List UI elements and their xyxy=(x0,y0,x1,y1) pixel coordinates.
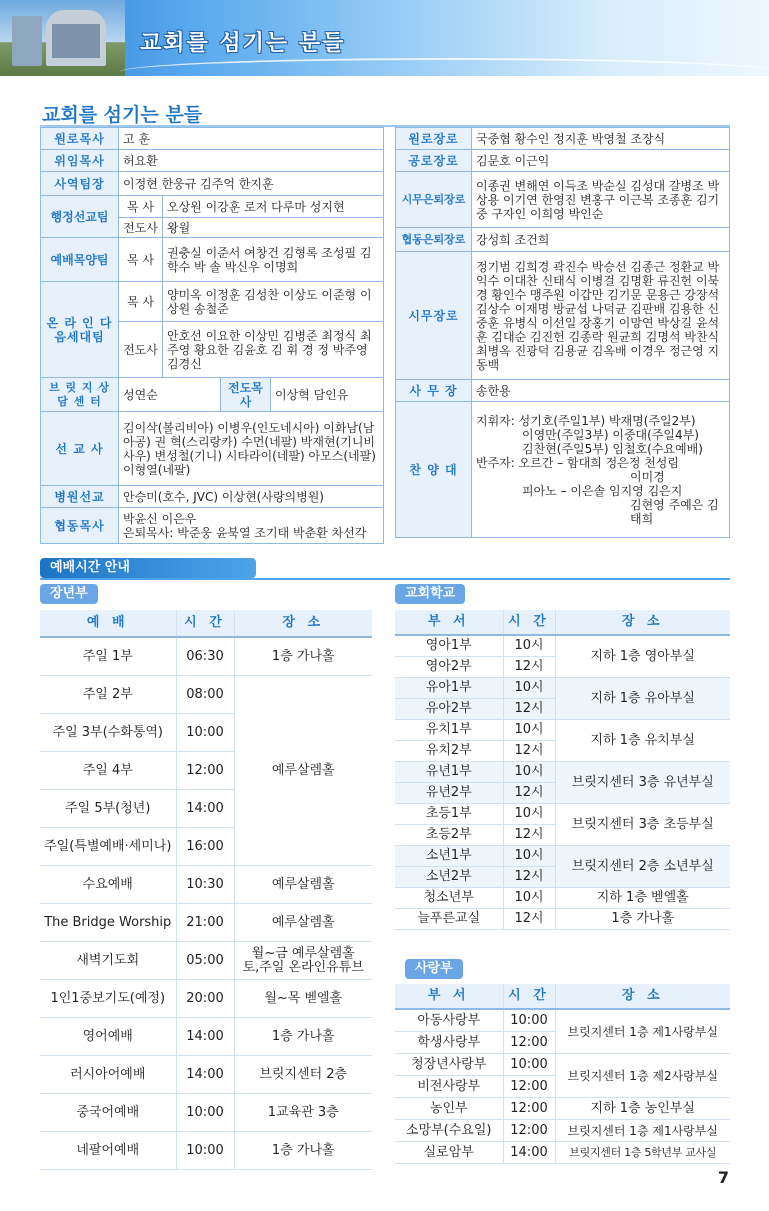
choir-details xyxy=(472,402,730,538)
row-value: 김이삭(볼리비아) 이병우(인도네시아) 이화남(남아공) 권 혁(스리랑카) 수먼(네팔) 박재현(기니비사우) 변성철(기니) 시타라이(네팔) 아모스(네팔) 이형열(네팔) xyxy=(119,412,384,486)
staff-table-left xyxy=(40,127,384,544)
dept-place: 지하 1층 영아부실 xyxy=(555,635,730,678)
service-time: 16:00 xyxy=(176,828,234,866)
row-value: 김문호 이근익 xyxy=(472,150,730,172)
love-dept-table xyxy=(395,984,730,1164)
dept-place: 지하 1층 벧엘홀 xyxy=(555,888,730,909)
service-place: 예루살렘홀 xyxy=(234,904,372,942)
service-name: 영어예배 xyxy=(40,1018,176,1056)
worship-section-tab: 예배시간 안내 xyxy=(40,558,256,578)
value-line: 박윤신 이은우 xyxy=(123,511,197,526)
service-time: 10:00 xyxy=(176,714,234,752)
service-time: 06:30 xyxy=(176,637,234,676)
service-name: 수요예배 xyxy=(40,866,176,904)
dept-time: 12시 xyxy=(503,741,555,762)
column-header: 부 서 xyxy=(395,984,503,1009)
dept-name: 유아2부 xyxy=(395,699,503,720)
sub-header: 전도사 xyxy=(119,218,163,238)
dept-time: 10시 xyxy=(503,804,555,825)
adult-tag: 장년부 xyxy=(40,584,98,604)
choir-line: 피아노 – 이은솔 임지영 김은지 xyxy=(522,483,683,498)
service-name: 주일 3부(수화통역) xyxy=(40,714,176,752)
sub-header: 목 사 xyxy=(119,282,163,322)
choir-line: 지휘자: 성기호(주일1부) 박재명(주일2부) xyxy=(476,413,696,428)
decorative-sweep xyxy=(120,58,769,76)
row-value: 왕월 xyxy=(163,218,384,238)
column-header: 장 소 xyxy=(555,610,730,635)
row-header: 선 교 사 xyxy=(41,412,119,486)
choir-line: 이영만(주일3부) 이중대(주일4부) xyxy=(522,427,699,442)
service-place: 1층 가나홀 xyxy=(234,637,372,676)
service-time: 08:00 xyxy=(176,676,234,714)
service-place: 월~목 벧엘홀 xyxy=(234,980,372,1018)
row-header: 온 라 인 다음세대팀 xyxy=(41,282,119,378)
section-title: 교회를 섬기는 분들 xyxy=(42,104,203,126)
service-name: 주일(특별예배·세미나) xyxy=(40,828,176,866)
dept-time: 12시 xyxy=(503,699,555,720)
row-value: 이상혁 담인유 xyxy=(271,378,384,412)
dept-name: 청장년사랑부 xyxy=(395,1054,503,1076)
dept-name: 농인부 xyxy=(395,1098,503,1120)
service-place: 1층 가나홀 xyxy=(234,1132,372,1170)
row-header: 브 릿 지 상 담 센 터 xyxy=(41,378,119,412)
value-line: 은퇴목사: 박준웅 윤북열 조기태 박춘환 차선각 xyxy=(123,525,367,540)
row-header: 사 무 장 xyxy=(396,380,472,402)
row-header: 공로장로 xyxy=(396,150,472,172)
service-name: 새벽기도회 xyxy=(40,942,176,980)
service-time: 12:00 xyxy=(176,752,234,790)
dept-name: 초등2부 xyxy=(395,825,503,846)
row-header: 원로목사 xyxy=(41,128,119,150)
row-value: 국중협 황수인 정지훈 박영철 조장식 xyxy=(472,128,730,150)
row-value: 이종권 변해연 이득조 박순실 김성대 갈병조 박상용 이기연 한영진 변홍구 이근복 조종훈 김기중 구자인 이희영 박인순 xyxy=(472,172,730,228)
service-place: 브릿지센터 2층 xyxy=(234,1056,372,1094)
row-header: 시무장로 xyxy=(396,252,472,380)
dept-time: 12:00 xyxy=(503,1120,555,1142)
church-photo xyxy=(0,0,125,76)
dept-name: 유아1부 xyxy=(395,678,503,699)
row-header: 예배목양팀 xyxy=(41,238,119,282)
column-header: 장 소 xyxy=(234,610,372,637)
service-time: 14:00 xyxy=(176,790,234,828)
dept-name: 초등1부 xyxy=(395,804,503,825)
dept-time: 10시 xyxy=(503,846,555,867)
dept-place: 지하 1층 유치부실 xyxy=(555,720,730,762)
dept-name: 학생사랑부 xyxy=(395,1032,503,1054)
row-header: 원로장로 xyxy=(396,128,472,150)
dept-name: 비전사랑부 xyxy=(395,1076,503,1098)
dept-time: 12:00 xyxy=(503,1076,555,1098)
love-tag: 사랑부 xyxy=(405,959,463,979)
dept-time: 12시 xyxy=(503,867,555,888)
dept-place: 브릿지센터 1층 5학년부 교사실 xyxy=(555,1142,730,1164)
dept-name: 유년1부 xyxy=(395,762,503,783)
row-value: 이정현 한웅규 김주억 한지훈 xyxy=(119,172,384,196)
page-number: 7 xyxy=(717,1168,729,1187)
dept-place: 지하 1층 농인부실 xyxy=(555,1098,730,1120)
dept-name: 유년2부 xyxy=(395,783,503,804)
dept-time: 10시 xyxy=(503,678,555,699)
service-name: 주일 4부 xyxy=(40,752,176,790)
row-header: 위임목사 xyxy=(41,150,119,172)
row-value: 송한용 xyxy=(472,380,730,402)
service-name: The Bridge Worship xyxy=(40,904,176,942)
sub-header: 목 사 xyxy=(119,238,163,282)
service-place: 예루살렘홀 xyxy=(234,866,372,904)
row-header: 사역팀장 xyxy=(41,172,119,196)
school-schedule-table xyxy=(395,610,730,930)
dept-time: 10시 xyxy=(503,888,555,909)
dept-name: 실로암부 xyxy=(395,1142,503,1164)
service-name: 러시아어예배 xyxy=(40,1056,176,1094)
row-header: 찬 양 대 xyxy=(396,402,472,538)
dept-place: 브릿지센터 2층 소년부실 xyxy=(555,846,730,888)
row-value: 안호선 이요한 이상민 김병준 최정식 최주영 황요한 김윤호 김 휘 경 정 박주영 김경신 xyxy=(163,322,384,378)
dept-time: 12:00 xyxy=(503,1032,555,1054)
column-header: 시 간 xyxy=(176,610,234,637)
adult-worship-table xyxy=(40,610,372,1170)
service-time: 10:00 xyxy=(176,1094,234,1132)
dept-time: 10시 xyxy=(503,762,555,783)
row-header: 병원선교 xyxy=(41,486,119,508)
row-value: 고 훈 xyxy=(119,128,384,150)
service-time: 10:30 xyxy=(176,866,234,904)
dept-name: 유치1부 xyxy=(395,720,503,741)
row-header: 시무은퇴장로 xyxy=(396,172,472,228)
dept-name: 소년2부 xyxy=(395,867,503,888)
row-header: 협동목사 xyxy=(41,508,119,544)
column-header: 예 배 xyxy=(40,610,176,637)
dept-name: 유치2부 xyxy=(395,741,503,762)
dept-time: 12시 xyxy=(503,909,555,930)
row-value: 성연순 xyxy=(119,378,221,412)
service-name: 주일 2부 xyxy=(40,676,176,714)
dept-time: 12시 xyxy=(503,657,555,678)
dept-time: 10:00 xyxy=(503,1054,555,1076)
dept-time: 10시 xyxy=(503,635,555,657)
dept-time: 14:00 xyxy=(503,1142,555,1164)
row-value: 권충실 이준서 여창건 김형록 조성필 김학수 박 솔 박신우 이명희 xyxy=(163,238,384,282)
row-value xyxy=(119,508,384,544)
school-tag: 교회학교 xyxy=(395,584,465,604)
dept-place: 지하 1층 유아부실 xyxy=(555,678,730,720)
dept-name: 영아2부 xyxy=(395,657,503,678)
column-header: 장 소 xyxy=(555,984,730,1009)
service-place: 예루살렘홀 xyxy=(234,676,372,866)
choir-line: 김찬현(주일5부) 임철호(수요예배) xyxy=(522,441,703,456)
dept-time: 12시 xyxy=(503,825,555,846)
service-name: 주일 1부 xyxy=(40,637,176,676)
dept-place: 브릿지센터 3층 유년부실 xyxy=(555,762,730,804)
service-place: 월~금 예루살렘홀 토,주일 온라인유튜브 xyxy=(234,942,372,980)
dept-time: 12시 xyxy=(503,783,555,804)
service-time: 05:00 xyxy=(176,942,234,980)
row-header: 전도목사 xyxy=(221,378,271,412)
sub-header: 전도사 xyxy=(119,322,163,378)
building-shape xyxy=(12,16,42,66)
row-value: 안승미(호수, JVC) 이상현(사랑의병원) xyxy=(119,486,384,508)
row-value: 정기범 김희경 곽진수 박승선 김종근 정환교 박익수 이대찬 신태식 이병걸 김명환 류진헌 이북경 황인수 맹주원 이갑만 김기문 문용근 강장석 김상수 이재명 방균섭 나덕균 김판배 김용한 신중훈 유병식 이선일 장홍기 이망연 박상길 윤석훈 김대순 김진헌 김종락 원균희 김명석 박찬식 최병옥 진광덕 김용균 김옥배 이경우 정근영 지동백 xyxy=(472,252,730,380)
row-value: 강성희 조건희 xyxy=(472,228,730,252)
dept-name: 소년1부 xyxy=(395,846,503,867)
row-header: 협동은퇴장로 xyxy=(396,228,472,252)
dept-place: 브릿지센터 1층 제1사랑부실 xyxy=(555,1009,730,1054)
dept-time: 10:00 xyxy=(503,1009,555,1032)
header-banner xyxy=(0,0,769,76)
choir-line: 반주자: 오르간 – 함대희 정은정 천성림 xyxy=(476,455,679,470)
service-time: 14:00 xyxy=(176,1056,234,1094)
column-header: 시 간 xyxy=(503,610,555,635)
staff-table-right xyxy=(395,127,730,538)
service-time: 21:00 xyxy=(176,904,234,942)
dept-name: 아동사랑부 xyxy=(395,1009,503,1032)
row-header: 행정선교팀 xyxy=(41,196,119,238)
service-place: 1층 가나홀 xyxy=(234,1018,372,1056)
choir-line: 김현영 주예은 김태희 xyxy=(630,497,719,526)
dept-name: 소망부(수요일) xyxy=(395,1120,503,1142)
dept-time: 12:00 xyxy=(503,1098,555,1120)
choir-line: 이미경 xyxy=(630,469,665,484)
banner-title: 교회를 섬기는 분들 xyxy=(140,31,346,56)
service-name: 중국어예배 xyxy=(40,1094,176,1132)
row-value: 오상원 이강훈 로저 다루마 성지현 xyxy=(163,196,384,218)
service-time: 20:00 xyxy=(176,980,234,1018)
dept-name: 늘푸른교실 xyxy=(395,909,503,930)
service-name: 네팔어예배 xyxy=(40,1132,176,1170)
sub-header: 목 사 xyxy=(119,196,163,218)
row-value: 허요환 xyxy=(119,150,384,172)
dept-place: 브릿지센터 1층 제1사랑부실 xyxy=(555,1120,730,1142)
building-shape xyxy=(52,24,100,58)
service-name: 주일 5부(청년) xyxy=(40,790,176,828)
service-place: 1교육관 3층 xyxy=(234,1094,372,1132)
row-value: 양미옥 이정훈 김성찬 이상도 이준형 이상원 송철준 xyxy=(163,282,384,322)
service-time: 10:00 xyxy=(176,1132,234,1170)
dept-place: 1층 가나홀 xyxy=(555,909,730,930)
dept-name: 청소년부 xyxy=(395,888,503,909)
dept-place: 브릿지센터 3층 초등부실 xyxy=(555,804,730,846)
column-header: 시 간 xyxy=(503,984,555,1009)
dept-name: 영아1부 xyxy=(395,635,503,657)
worship-section-line xyxy=(40,578,730,580)
service-time: 14:00 xyxy=(176,1018,234,1056)
service-name: 1인1중보기도(예정) xyxy=(40,980,176,1018)
dept-place: 브릿지센터 1층 제2사랑부실 xyxy=(555,1054,730,1098)
column-header: 부 서 xyxy=(395,610,503,635)
dept-time: 10시 xyxy=(503,720,555,741)
